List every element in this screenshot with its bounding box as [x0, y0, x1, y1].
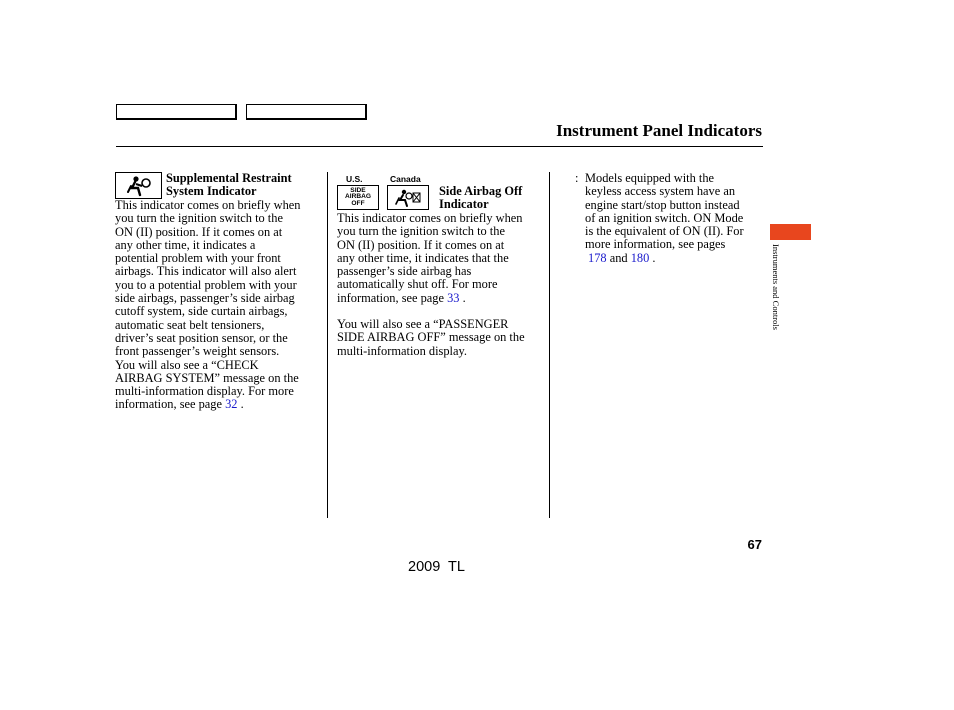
- column-divider: [327, 172, 328, 518]
- text-line: is the equivalent of ON (II). For: [585, 224, 744, 239]
- side-airbag-description: [337, 212, 547, 305]
- canada-label: Canada: [390, 174, 421, 184]
- text-line: AIRBAG SYSTEM” message on the: [115, 370, 299, 385]
- text-fragment: information, see page: [337, 290, 448, 305]
- side-airbag-message-note: [337, 318, 547, 358]
- srs-indicator-box: [115, 172, 162, 199]
- text-line: passenger’s side airbag has: [337, 264, 472, 279]
- text-line: any other time, it indicates that the: [337, 250, 509, 265]
- section-label: Instruments and Controls: [771, 244, 781, 330]
- text-line: This indicator comes on briefly when: [337, 211, 523, 225]
- text-line: potential problem with your front: [115, 251, 281, 266]
- text-line: you turn the ignition switch to the: [115, 211, 283, 226]
- text-line: airbags. This indicator will also alert: [115, 264, 297, 279]
- text-line: You will also see a “PASSENGER: [337, 317, 509, 331]
- text-line: ON (II) position. If it comes on at: [115, 224, 283, 239]
- side-airbag-heading-line: Side Airbag Off: [439, 184, 523, 198]
- text-line: any other time, it indicates a: [115, 237, 256, 252]
- text-line: you to a potential problem with your: [115, 277, 297, 292]
- text-fragment: and: [606, 250, 631, 265]
- srs-heading: [166, 172, 292, 199]
- column-divider: [549, 172, 550, 518]
- text-fragment: .: [649, 250, 656, 265]
- text-line: SIDE AIRBAG OFF” message on the: [337, 330, 525, 345]
- page-link[interactable]: 180: [630, 250, 650, 265]
- keyless-access-note: [585, 172, 765, 265]
- model-label: 2009 TL: [408, 559, 465, 575]
- text-line: automatically shut off. For more: [337, 277, 498, 292]
- text-fragment: .: [459, 290, 466, 305]
- page-number: 67: [747, 537, 762, 552]
- indicator-text: AIRBAG: [344, 193, 371, 201]
- text-line: multi-information display.: [337, 343, 467, 358]
- text-line: keyless access system have an: [585, 184, 736, 199]
- text-fragment: .: [237, 397, 244, 412]
- us-label: U.S.: [346, 174, 363, 184]
- text-line: driver’s seat position sensor, or the: [115, 330, 288, 345]
- text-line: cutoff system, side curtain airbags,: [115, 304, 288, 319]
- indicator-text: OFF: [351, 199, 365, 207]
- side-airbag-off-canada-indicator: [387, 185, 429, 210]
- text-line: [115, 398, 325, 411]
- page-link[interactable]: 178: [588, 250, 607, 265]
- nav-box-right[interactable]: [246, 104, 367, 120]
- text-line: multi-information display. For more: [115, 384, 294, 399]
- text-line: ON (II) position. If it comes on at: [337, 237, 505, 252]
- header-rule: [116, 146, 763, 147]
- text-line: [337, 292, 547, 305]
- page-link[interactable]: 33: [447, 290, 460, 305]
- text-line: This indicator comes on briefly when: [115, 198, 301, 212]
- text-line: You will also see a “CHECK: [115, 357, 259, 372]
- page-link[interactable]: 32: [225, 397, 238, 412]
- text-fragment: information, see page: [115, 397, 226, 412]
- text-line: more information, see pages: [585, 237, 726, 252]
- indicator-text: SIDE: [350, 186, 366, 194]
- page-title: Instrument Panel Indicators: [556, 121, 762, 140]
- side-airbag-off-us-indicator: [337, 185, 379, 210]
- side-airbag-heading-line: Indicator: [439, 197, 489, 212]
- text-line: side airbags, passenger’s side airbag: [115, 291, 295, 306]
- text-line: Models equipped with the: [585, 171, 715, 185]
- text-line: front passenger’s weight sensors.: [115, 344, 280, 359]
- srs-heading-line: System Indicator: [166, 184, 257, 199]
- srs-heading-line: Supplemental Restraint: [166, 171, 292, 185]
- text-line: automatic seat belt tensioners,: [115, 317, 265, 332]
- nav-box-left[interactable]: [116, 104, 237, 120]
- text-line: engine start/stop button instead: [585, 197, 740, 212]
- section-tab[interactable]: [770, 224, 811, 240]
- footnote-marker: :: [575, 171, 579, 185]
- srs-description: [115, 199, 325, 412]
- side-airbag-heading: [439, 185, 522, 212]
- seated-person-airbag-icon: [122, 175, 156, 197]
- text-line: you turn the ignition switch to the: [337, 224, 505, 239]
- passenger-airbag-off-icon: [391, 188, 425, 208]
- text-line: of an ignition switch. ON Mode: [585, 210, 744, 225]
- text-line: [585, 252, 765, 265]
